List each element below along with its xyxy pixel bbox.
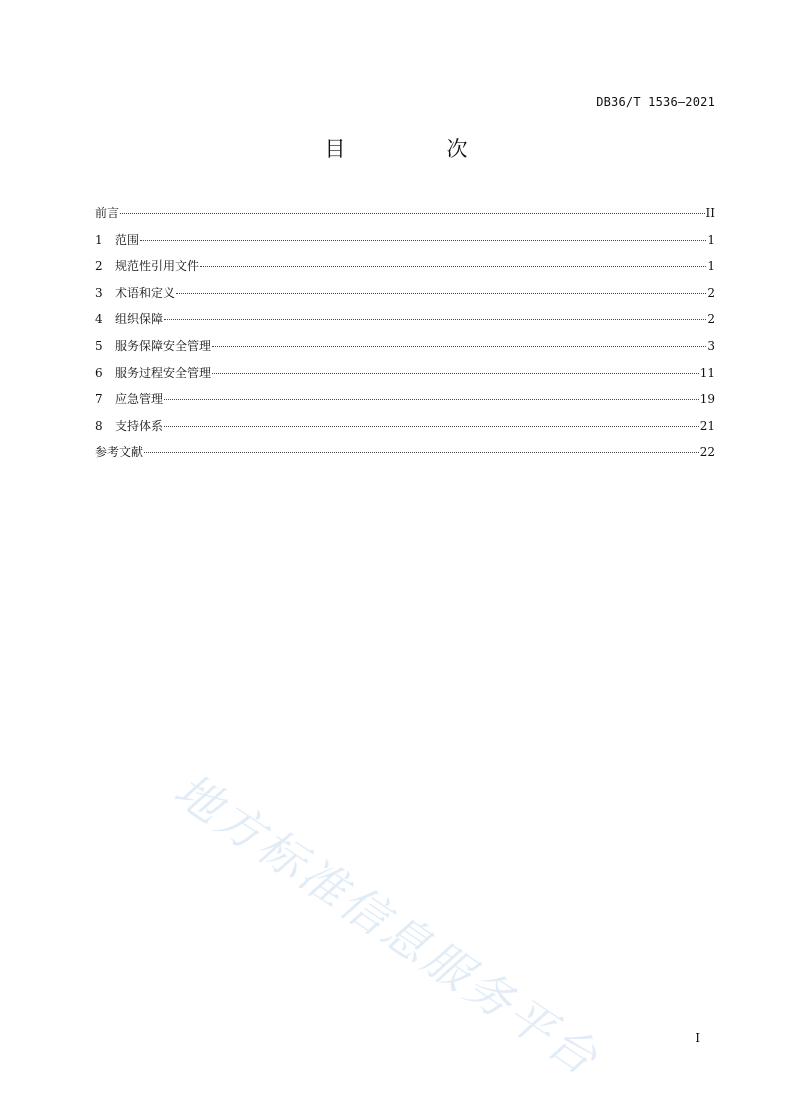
toc-page: II [705, 206, 715, 220]
toc-page: 11 [699, 365, 715, 380]
toc-label: 服务过程安全管理 [115, 365, 212, 380]
page-number: I [695, 1031, 700, 1045]
document-code: DB36/T 1536—2021 [596, 95, 715, 109]
toc-item-foreword[interactable] [95, 204, 715, 231]
toc-page: 2 [707, 285, 715, 300]
toc-label: 参考文献 [95, 445, 144, 460]
dot-leader [140, 239, 706, 241]
toc-page: 21 [699, 418, 715, 433]
dot-leader [212, 372, 699, 374]
toc-item-references[interactable] [95, 443, 715, 470]
table-of-contents [95, 204, 715, 470]
toc-item-organization[interactable] [95, 310, 715, 337]
toc-page: 1 [707, 232, 715, 247]
toc-number: 8 [95, 418, 103, 433]
toc-label: 规范性引用文件 [115, 259, 200, 274]
toc-number: 1 [95, 232, 103, 247]
toc-label: 范围 [115, 232, 140, 247]
toc-page: 22 [699, 445, 715, 460]
toc-number: 7 [95, 392, 103, 407]
toc-page: 2 [707, 312, 715, 327]
toc-number: 3 [95, 285, 103, 300]
toc-label: 前言 [95, 206, 120, 220]
toc-page: 19 [699, 392, 715, 407]
toc-item-support[interactable] [95, 417, 715, 444]
toc-item-emergency[interactable] [95, 390, 715, 417]
toc-number: 4 [95, 312, 103, 327]
toc-item-service-guarantee[interactable] [95, 337, 715, 364]
toc-number: 2 [95, 259, 103, 274]
toc-number: 6 [95, 365, 103, 380]
dot-leader [164, 318, 706, 320]
toc-item-scope[interactable] [95, 231, 715, 258]
dot-leader [164, 398, 699, 400]
toc-label: 支持体系 [115, 418, 164, 433]
toc-item-normative-references[interactable] [95, 257, 715, 284]
toc-item-terms[interactable] [95, 284, 715, 311]
dot-leader [176, 292, 706, 294]
dot-leader [120, 212, 705, 214]
toc-item-service-process[interactable] [95, 364, 715, 391]
dot-leader [164, 425, 699, 427]
toc-label: 服务保障安全管理 [115, 338, 212, 353]
dot-leader [144, 451, 699, 453]
toc-page: 1 [707, 259, 715, 274]
toc-page: 3 [707, 338, 715, 353]
toc-label: 术语和定义 [115, 285, 176, 300]
dot-leader [200, 265, 706, 267]
toc-label: 组织保障 [115, 312, 164, 327]
page-title: 目 次 [324, 137, 508, 161]
toc-number: 5 [95, 338, 103, 353]
dot-leader [212, 345, 706, 347]
watermark: 地方标准信息服务平台 [164, 762, 610, 1087]
toc-label: 应急管理 [115, 392, 164, 407]
